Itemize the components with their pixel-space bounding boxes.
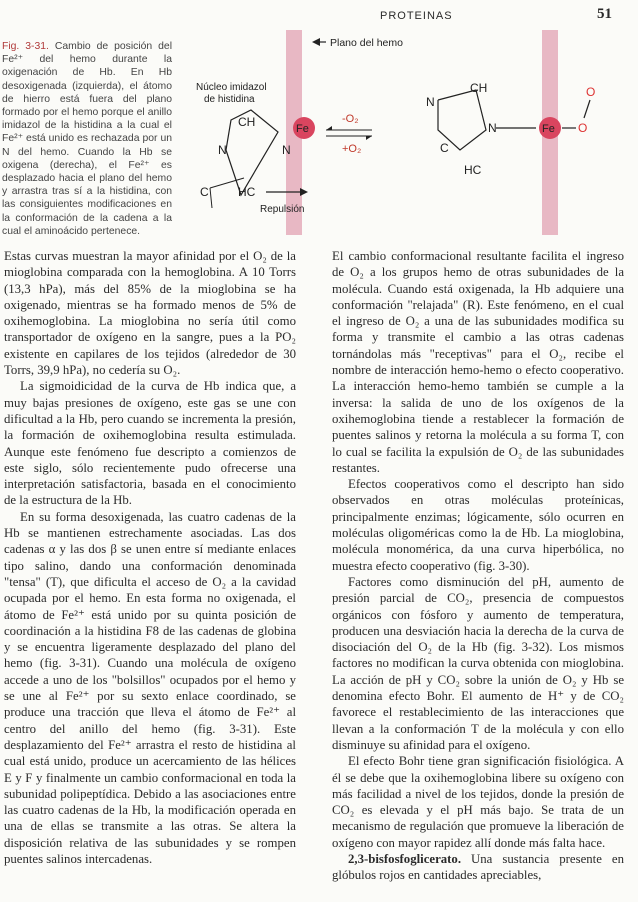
fe-label-right: Fe bbox=[542, 123, 555, 135]
imidazole-label-1: Núcleo imidazol bbox=[196, 82, 267, 93]
right-paragraph-2: Efectos cooperativos como el descripto han sido observados en otras moléculas proteínicas, principalmente enzimas; lógicamente, sólo ocurren en moléculas oligoméricas como la de Hb. La mioglobina, molécula monomérica, da una curva hiperbólica, no muestra efecto cooperativo (fig. 3-30). bbox=[332, 477, 624, 573]
left-atom-n1: N bbox=[218, 143, 227, 157]
o-o-bond bbox=[584, 100, 590, 118]
right-atom-n2: N bbox=[488, 121, 497, 135]
figure-caption bbox=[2, 40, 172, 238]
left-paragraph-2: La sigmoidicidad de la curva de Hb indica que, a muy bajas presiones de oxígeno, este gas se une con dificultad a la Hb, pero cuando se incrementa la presión, la formación de oxihemoglobina resulta estimulada. Aunque este fenómeno fue descripto a comienzos de este siglo, sólo recientemente pudo ofrecerse una interpretación satisfactoria, basada en el conocimiento de la estructura de la Hb. bbox=[4, 379, 296, 508]
figure-label: Fig. 3-31. bbox=[2, 41, 49, 52]
page-number: 51 bbox=[597, 6, 612, 22]
right-paragraph-1: El cambio conformacional resultante facilita el ingreso de O₂ a los grupos hemo de otras subunidades de la molécula. Cuando está oxigenada, la Hb adquiere una conformación "relajada" (R). Este fenómeno, en el cual el ingreso de O₂ a una de las subunidades modifica su forma y transmite el cambio a las otras cadenas tornándolas más "receptivas" para el O₂, recibe el nombre de interacción hemo-hemo o efecto cooperativo. La interacción hemo-hemo también se cumple a la inversa: la salida de uno de los oxígenos de la oxihemoglobina tiende a restablecer la formación de puentes salinos y retorna la molécula a su forma T, con lo cual se facilita la expulsión de O₂ de las subunidades restantes. bbox=[332, 249, 624, 475]
left-atom-ch: CH bbox=[238, 115, 256, 129]
heme-iron-diagram bbox=[176, 30, 638, 240]
right-atom-hc: HC bbox=[464, 163, 482, 177]
arrow-left-icon bbox=[312, 38, 320, 46]
plane-label: Plano del hemo bbox=[330, 37, 403, 49]
running-head: PROTEINAS bbox=[380, 10, 453, 22]
minus-o2-label: -O₂ bbox=[342, 113, 359, 125]
arrow-left-icon-eq bbox=[326, 126, 332, 130]
fe-label-left: Fe bbox=[296, 123, 309, 135]
right-column bbox=[332, 248, 624, 884]
repulsion-label: Repulsión bbox=[260, 204, 305, 215]
arrow-right-icon-eq bbox=[366, 136, 372, 140]
heme-iron-svg bbox=[176, 30, 638, 240]
right-atom-c: C bbox=[440, 141, 449, 155]
left-column bbox=[4, 248, 296, 867]
left-paragraph-1: Estas curvas muestran la mayor afinidad por el O₂ de la mioglobina comparada con la hemoglobina. A 10 Torrs (13,3 hPa), más del 85% de la mioglobina se ha oxigenado, mientras se ha formado menos de 5% de oxihemoglobina. La mioglobina no sería útil como transportador de oxígeno en la sangre, pues a la PO₂ existente en capilares de los tejidos (alrededor de 30 Torrs, 39,9 hPa), no cedería su O₂. bbox=[4, 249, 296, 378]
imidazole-label-2: de histidina bbox=[204, 94, 255, 105]
o-atom-2: O bbox=[586, 85, 596, 99]
right-paragraph-5 bbox=[332, 851, 624, 884]
left-paragraph-3: En su forma desoxigenada, las cuatro cadenas de la Hb se mantienen estrechamente asociadas. Las dos cadenas α y las dos β se unen entre sí mediante enlaces tipo salino, dando una conformación denominada "tensa" (T), que dificulta el acceso de O₂ a la cavidad ocupada por el hemo. En esta forma no oxigenada, el átomo de Fe²⁺ está unido por su quinta posición de coordinación a la histidina F8 de las cadenas de globina y se encuentra ligeramente desplazado del plano del hemo (fig. 3-31). Cuando una molécula de oxígeno accede a uno de los "bolsillos" ocupados por el hemo y se une al Fe²⁺ por su sexto enlace coordinado, se produce una tracción que lleva el átomo de Fe²⁺ al centro del anillo del hemo (fig. 3-31). Este desplazamiento del Fe²⁺ arrastra el resto de histidina al cual está unido, produce un acercamiento de las hélices E y F y finalmente un cambio conformacional en toda la subunidad polipeptídica. Debido a las asociaciones entre las cuatro cadenas de la Hb, la modificación operada en una de ellas se transmite a las otras. Se altera la disposición relativa de las subunidades y se rompen puentes salinos intercadenas. bbox=[4, 509, 296, 866]
right-paragraph-3: Factores como disminución del pH, aumento de presión parcial de CO₂, presencia de compuestos orgánicos con fósforo y aumento de temperatura, producen una desviación hacia la derecha de la curva de disociación del O₂ de la Hb (fig. 3-32). Los mismos factores no modifican la curva obtenida con mioglobina. La acción de pH y CO₂ sobre la unión de O₂ y Hb se denomina efecto Bohr. El aumento de H⁺ y de CO₂ favorece el restablecimiento de las interacciones que llevan a la conformación T de la molécula y con ello disminuye su afinidad para el oxígeno. bbox=[332, 574, 624, 752]
plus-o2-label: +O₂ bbox=[342, 143, 362, 155]
section-text: Una sustancia presente en glóbulos rojos en cantidades apreciables, bbox=[332, 851, 624, 883]
right-paragraph-4: El efecto Bohr tiene gran significación fisiológica. A él se debe que la oxihemoglobina libere su oxígeno con más facilidad a nivel de los tejidos, donde la presión de CO₂ es elevada y el pH más bajo. Se trata de un mecanismo de regulación que promueve la liberación de oxígeno con mayor rapidez allí donde más falta hace. bbox=[332, 754, 624, 850]
arrow-right-icon bbox=[300, 188, 308, 196]
figure-caption-text: Cambio de posición del Fe²⁺ del hemo durante la oxigenación de Hb. En Hb desoxigenada (izquierda), el átomo de hierro está fuera del plano formado por el hemo porque el anillo imidazol de la histidina a la cual el Fe²⁺ está unido es rechazada por un N del hemo. Cuando la Hb se oxigena (derecha), el Fe²⁺ es desplazado hacia el plano del hemo y arrastra tras sí a la histidina, con las consiguientes modificaciones en la conformación de la cadena a la cual el aminoácido pertenece. bbox=[2, 41, 172, 237]
section-heading: 2,3-bisfosfoglicerato. bbox=[348, 851, 462, 866]
left-atom-n2: N bbox=[282, 143, 291, 157]
left-atom-hc: HC bbox=[238, 185, 256, 199]
right-atom-ch: CH bbox=[470, 81, 488, 95]
o-atom-1: O bbox=[578, 121, 588, 135]
left-atom-c: C bbox=[200, 185, 209, 199]
right-atom-n1: N bbox=[426, 95, 435, 109]
